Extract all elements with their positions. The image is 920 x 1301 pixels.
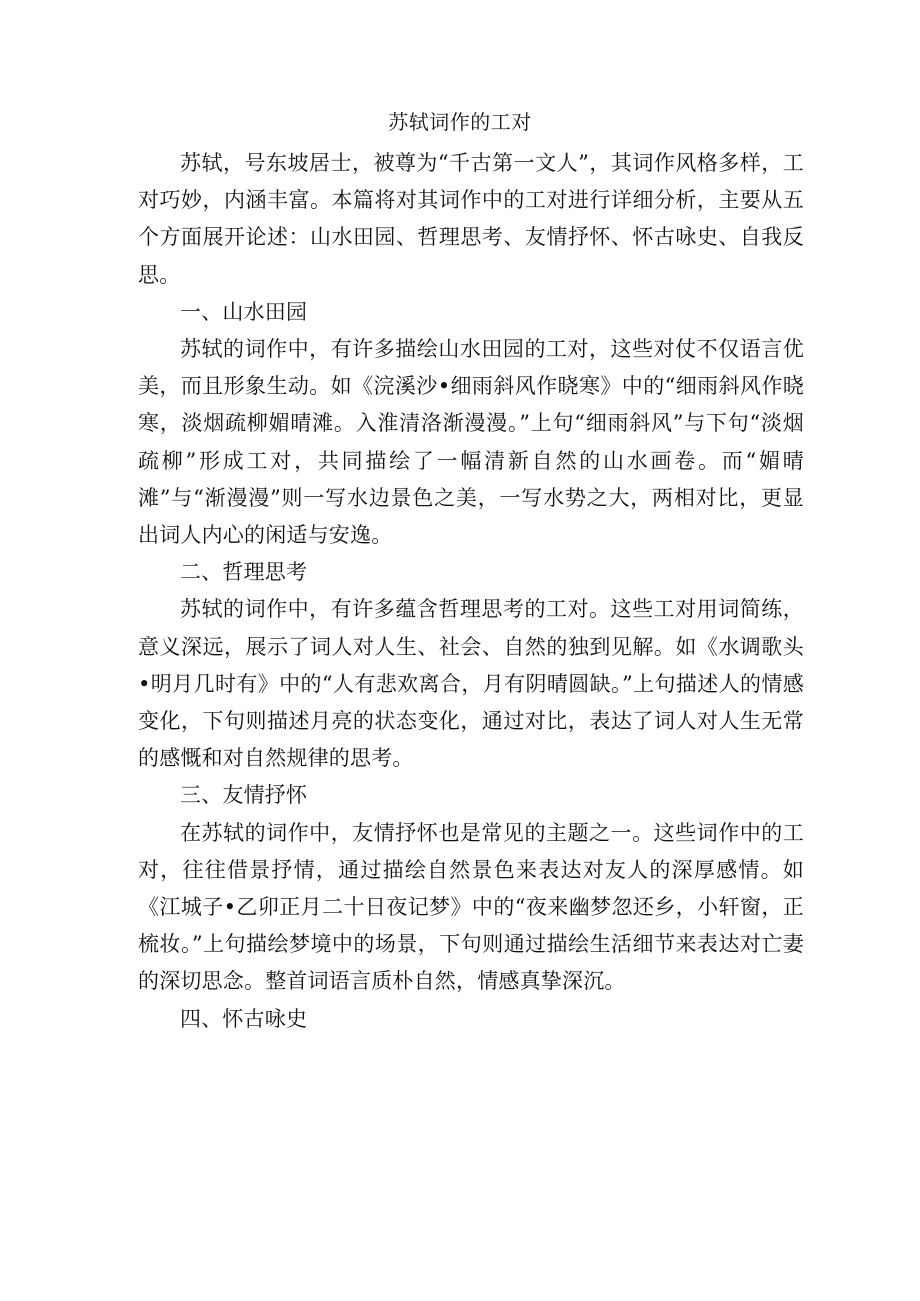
section-paragraph-friendship: 在苏轼的词作中，友情抒怀也是常见的主题之一。这些词作中的工对，往往借景抒情，通过描绘自然景色来表达对友人的深厚感情。如《江城子•乙卯正月二十日夜记梦》中的“夜来幽梦忽还乡，小轩窗，正梳妆。”上句描绘梦境中的场景，下句则通过描绘生活细节来表达对亡妻的深切思念。整首词语言质朴自然，情感真挚深沉。 [138, 820, 804, 994]
intro-paragraph: 苏轼，号东坡居士，被尊为“千古第一文人”，其词作风格多样，工对巧妙，内涵丰富。本篇将对其词作中的工对进行详细分析，主要从五个方面展开论述：山水田园、哲理思考、友情抒怀、怀古咏史、自我反思。 [138, 151, 804, 287]
section-paragraph-landscape: 苏轼的词作中，有许多描绘山水田园的工对，这些对仗不仅语言优美，而且形象生动。如《浣溪沙•细雨斜风作晓寒》中的“细雨斜风作晓寒，淡烟疏柳媚晴滩。入淮清洛渐漫漫。”上句“细雨斜风”与下句“淡烟疏柳”形成工对，共同描绘了一幅清新自然的山水画卷。而“媚晴滩”与“渐漫漫”则一写水边景色之美，一写水势之大，两相对比，更显出词人内心的闲适与安逸。 [138, 337, 804, 548]
document-title: 苏轼词作的工对 [388, 110, 532, 134]
section-heading-philosophy: 二、哲理思考 [180, 560, 308, 585]
document-body [138, 145, 804, 1038]
section-heading-history: 四、怀古咏史 [180, 1006, 308, 1031]
section-paragraph-philosophy: 苏轼的词作中，有许多蕴含哲理思考的工对。这些工对用词简练，意义深远，展示了词人对人生、社会、自然的独到见解。如《水调歌头•明月几时有》中的“人有悲欢离合，月有阴晴圆缺。”上句描述人的情感变化，下句则描述月亮的状态变化，通过对比，表达了词人对人生无常的感慨和对自然规律的思考。 [138, 597, 804, 771]
section-heading-landscape: 一、山水田园 [180, 299, 308, 324]
section-heading-friendship: 三、友情抒怀 [180, 783, 308, 808]
